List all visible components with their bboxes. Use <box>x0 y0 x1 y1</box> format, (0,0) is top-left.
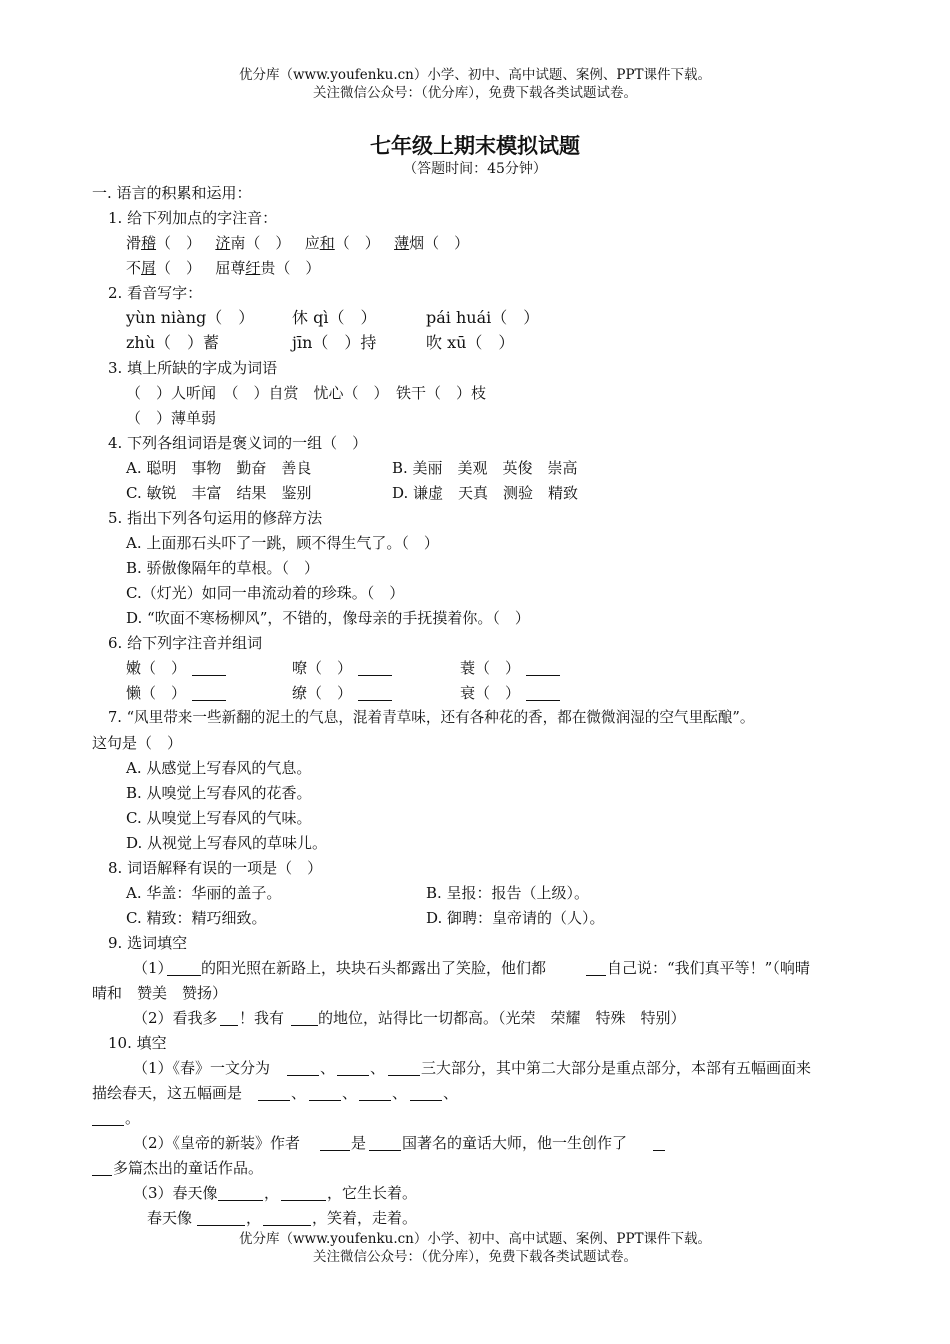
q4-option-a: A. 聪明 事物 勤奋 善良 <box>126 459 312 477</box>
q2-item: jīn（ ）持 <box>292 333 377 352</box>
answer-blank <box>197 1210 245 1226</box>
q2-item: yùn niàng（ ） <box>126 308 255 327</box>
header-line-2: 关注微信公众号：（优分库），免费下载各类试题试卷。 <box>313 85 637 101</box>
q7-option-b: B. 从嗅觉上写春风的花香。 <box>126 784 312 802</box>
q5-option-b: B. 骄傲像隔年的草根。（ ） <box>126 559 320 577</box>
q2-stem: 2. 看音写字： <box>108 284 203 302</box>
q5-option-a: A. 上面那石头吓了一跳，顾不得生气了。（ ） <box>126 534 439 552</box>
answer-blank <box>358 660 392 676</box>
q2-item: pái huái（ ） <box>426 308 540 327</box>
answer-blank <box>192 660 226 676</box>
q6-stem: 6. 给下列字注音并组词 <box>108 634 263 652</box>
q1-row-2: 不屑（ ） 屈尊纡贵（ ） <box>126 259 321 277</box>
footer-line-2: 关注微信公众号：（优分库），免费下载各类试题试卷。 <box>313 1249 637 1265</box>
q4-option-c: C. 敏锐 丰富 结果 鉴别 <box>126 484 312 502</box>
q2-item: zhù（ ）蓄 <box>126 333 220 352</box>
answer-blank <box>92 1110 124 1126</box>
q3-stem: 3. 填上所缺的字成为词语 <box>108 359 278 377</box>
q10-sentence-2-cont: 多篇杰出的童话作品。 <box>113 1159 264 1177</box>
answer-blank <box>258 1085 290 1101</box>
answer-blank <box>526 685 560 701</box>
answer-blank <box>369 1135 401 1151</box>
q7-option-d: D. 从视觉上写春风的草味儿。 <box>126 834 328 852</box>
q6-item: 嫩（ ） <box>126 659 187 677</box>
q10-sentence-1-cont: 描绘春天，这五幅画是 <box>92 1084 243 1102</box>
q5-stem: 5. 指出下列各句运用的修辞方法 <box>108 509 323 527</box>
q8-option-a: A. 华盖：华丽的盖子。 <box>126 884 282 902</box>
q10-sentence-4: 春天像 <box>147 1209 193 1227</box>
q9-sentence-2: ！我有 <box>239 1009 285 1027</box>
q9-sentence-1: （1） <box>133 959 173 977</box>
q10-period: 。 <box>125 1109 141 1127</box>
q10-stem: 10. 填空 <box>108 1034 167 1052</box>
q10-sentence-2: 是 <box>351 1134 367 1152</box>
section-heading: 一. 语言的积累和运用： <box>92 184 252 202</box>
answer-blank <box>526 660 560 676</box>
q6-item: 衰（ ） <box>460 684 521 702</box>
q10-sentence-3: ， <box>264 1184 280 1202</box>
list-separator: 、 <box>392 1084 408 1102</box>
answer-blank <box>358 685 392 701</box>
q10-sentence-4: ，笑着，走着。 <box>312 1209 418 1227</box>
q2-item: 休 qì（ ） <box>292 308 377 327</box>
footer-line-1: 优分库（www.youfenku.cn）小学、初中、高中试题、案例、PPT课件下载。 <box>238 1231 712 1247</box>
answer-blank <box>92 1160 112 1176</box>
answer-blank <box>410 1085 442 1101</box>
q7-option-a: A. 从感觉上写春风的气息。 <box>126 759 312 777</box>
answer-blank <box>287 1060 319 1076</box>
q10-sentence-4: ， <box>246 1209 262 1227</box>
q10-sentence-1: （1）《春》一文分为 <box>133 1059 271 1077</box>
q9-sentence-2: 的地位，站得比一切都高。（光荣 荣耀 特殊 特别） <box>318 1009 686 1027</box>
q10-sentence-1: 、 <box>320 1059 336 1077</box>
q3-row-1: （ ）人听闻 （ ）自赏 忧心（ ） 铁干（ ）枝 <box>126 384 487 402</box>
answer-blank <box>263 1210 311 1226</box>
answer-blank <box>281 1185 326 1201</box>
q7-stem: 7. “风里带来一些新翻的泥土的气息，混着青草味，还有各种花的香，都在微微润湿的空气里酝酿”。 <box>108 709 755 726</box>
q9-sentence-1: 自己说：“我们真平等！”（响晴 <box>607 959 810 977</box>
q6-item: 嘹（ ） <box>292 659 353 677</box>
q2-item: 吹 xū（ ） <box>426 333 515 352</box>
answer-blank <box>218 1185 263 1201</box>
answer-blank <box>359 1085 391 1101</box>
answer-blank <box>167 960 201 976</box>
page-subtitle: （答题时间：45分钟） <box>403 161 547 177</box>
q7-option-c: C. 从嗅觉上写春风的气味。 <box>126 809 312 827</box>
answer-blank <box>586 960 606 976</box>
q9-sentence-1: 的阳光照在新路上，块块石头都露出了笑脸，他们都 <box>201 959 547 977</box>
page-title: 七年级上期末模拟试题 <box>370 134 580 158</box>
q9-sentence-2: （2）看我多 <box>133 1009 218 1027</box>
q6-item: 蓑（ ） <box>460 659 521 677</box>
q8-option-c: C. 精致：精巧细致。 <box>126 909 267 927</box>
q4-stem: 4. 下列各组词语是褒义词的一组（ ） <box>108 434 368 452</box>
q1-row-1: 滑稽（ ） 济南（ ） 应和（ ） 薄烟（ ） <box>126 234 470 252</box>
q8-option-b: B. 呈报：报告（上级）。 <box>426 884 590 902</box>
answer-blank <box>192 685 226 701</box>
answer-blank <box>337 1060 369 1076</box>
q8-stem: 8. 词语解释有误的一项是（ ） <box>108 859 323 877</box>
q9-stem: 9. 选词填空 <box>108 934 188 952</box>
answer-blank <box>220 1010 238 1026</box>
q9-sentence-1-cont: 晴和 赞美 赞扬） <box>92 984 228 1002</box>
q6-item: 懒（ ） <box>126 684 187 702</box>
q5-option-d: D. “吹面不寒杨柳风”，不错的，像母亲的手抚摸着你。（ ） <box>126 609 530 627</box>
q4-option-b: B. 美丽 美观 英俊 崇高 <box>392 459 578 477</box>
answer-blank <box>291 1010 318 1026</box>
q5-option-c: C.（灯光）如同一串流动着的珍珠。（ ） <box>126 584 405 602</box>
q6-item: 缭（ ） <box>292 684 353 702</box>
list-separator: 、 <box>342 1084 358 1102</box>
q8-option-d: D. 御聘：皇帝请的（人）。 <box>426 909 605 927</box>
list-separator: 、 <box>291 1084 307 1102</box>
answer-blank <box>653 1135 665 1151</box>
q1-stem: 1. 给下列加点的字注音： <box>108 209 278 227</box>
q4-option-d: D. 谦虚 天真 测验 精致 <box>392 484 579 502</box>
q3-row-2: （ ）薄单弱 <box>126 409 217 427</box>
header-line-1: 优分库（www.youfenku.cn）小学、初中、高中试题、案例、PPT课件下载。 <box>238 67 712 83</box>
q10-sentence-1: 、 <box>370 1059 386 1077</box>
answer-blank <box>309 1085 341 1101</box>
q10-sentence-2: 国著名的童话大师，他一生创作了 <box>402 1134 628 1152</box>
q10-sentence-1: 三大部分，其中第二大部分是重点部分，本部有五幅画面来 <box>421 1059 812 1077</box>
list-separator: 、 <box>443 1084 459 1102</box>
q7-stem-cont: 这句是（ ） <box>92 734 183 752</box>
q10-sentence-2: （2）《皇帝的新装》作者 <box>133 1134 301 1152</box>
q10-sentence-3: ，它生长着。 <box>327 1184 418 1202</box>
answer-blank <box>388 1060 420 1076</box>
answer-blank <box>320 1135 350 1151</box>
q10-sentence-3: （3）春天像 <box>133 1184 218 1202</box>
